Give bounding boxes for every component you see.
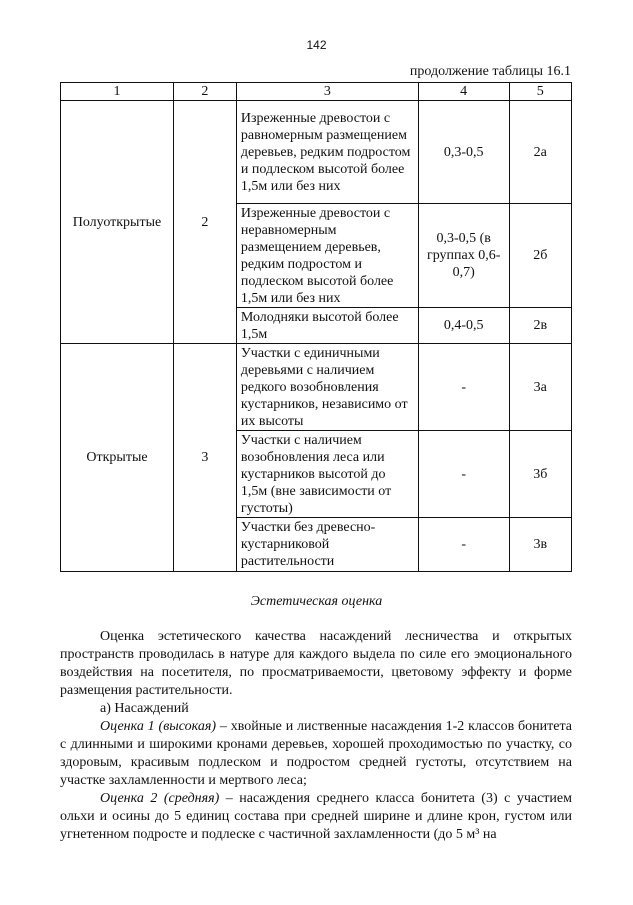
description-cell: Изреженные древостои с равномерным размещением деревьев, редким подростом и подлеском высотой более 1,5м или без них xyxy=(236,101,418,204)
subheading-plantings: а) Насаждений xyxy=(100,701,189,716)
description-cell: Участки с единичными деревьями с наличием редкого возобновления кустарников, независимо от их высоты xyxy=(236,344,418,431)
grade-1-text: – хвойные и лиственные насаждения 1-2 классов бонитета с длинными и широкими кронами деревьев, хорошей проходимостью по участку, со здоровым, красивым подлеском и подростом средней густоты, отсутствием на участке захламленности и мертвого леса; xyxy=(60,719,573,788)
table-row xyxy=(61,101,572,204)
density-cell: 0,3-0,5 (в группах 0,6-0,7) xyxy=(418,204,509,308)
section-title: Эстетическая оценка xyxy=(250,594,383,609)
density-cell: 0,4-0,5 xyxy=(418,308,509,344)
category-cell: Открытые xyxy=(61,344,174,572)
index-cell: 3в xyxy=(509,518,571,572)
code-cell: 3 xyxy=(173,344,236,572)
grade-2-paragraph xyxy=(60,790,572,844)
code-cell: 2 xyxy=(173,101,236,344)
category-cell: Полуоткрытые xyxy=(61,101,174,344)
table-continuation-caption: продолжение таблицы 16.1 xyxy=(409,64,571,79)
header-cell-2: 2 xyxy=(173,83,236,101)
grade-1-label: Оценка 1 (высокая) xyxy=(100,719,216,734)
header-cell-5: 5 xyxy=(509,83,571,101)
table-row xyxy=(61,344,572,431)
grade-2-label: Оценка 2 (средняя) xyxy=(100,791,220,806)
density-cell: - xyxy=(418,518,509,572)
intro-paragraph: Оценка эстетического качества насаждений лесничества и открытых пространств проводилась в натуре для каждого выдела по силе его эмоционального воздействия на посетителя, по просматриваемости, цветовому эффекту и форме размещения растительности. xyxy=(60,629,572,698)
density-cell: 0,3-0,5 xyxy=(418,101,509,204)
header-cell-1: 1 xyxy=(61,83,174,101)
page-number: 142 xyxy=(306,38,327,52)
table-header-row xyxy=(61,83,572,101)
index-cell: 3а xyxy=(509,344,571,431)
description-cell: Участки без древесно-кустарниковой растительности xyxy=(236,518,418,572)
header-cell-4: 4 xyxy=(418,83,509,101)
index-cell: 2б xyxy=(509,204,571,308)
index-cell: 2а xyxy=(509,101,571,204)
density-cell: - xyxy=(418,431,509,518)
classification-table xyxy=(60,82,572,572)
body-text xyxy=(60,628,572,844)
grade-2-text: – насаждения среднего класса бонитета (3) с участием ольхи и осины до 5 единиц состава при средней ширине и длине крон, густом или угнетенном подросте и подлеске с частичной захламленности (до 5 м³ на xyxy=(60,791,572,842)
description-cell: Изреженные древостои с неравномерным размещением деревьев, редким подростом и подлеском высотой более 1,5м или без них xyxy=(236,204,418,308)
description-cell: Участки с наличием возобновления леса или кустарников высотой до 1,5м (вне зависимости от густоты) xyxy=(236,431,418,518)
index-cell: 3б xyxy=(509,431,571,518)
index-cell: 2в xyxy=(509,308,571,344)
description-cell: Молодняки высотой более 1,5м xyxy=(236,308,418,344)
grade-1-paragraph xyxy=(60,718,572,790)
density-cell: - xyxy=(418,344,509,431)
header-cell-3: 3 xyxy=(236,83,418,101)
